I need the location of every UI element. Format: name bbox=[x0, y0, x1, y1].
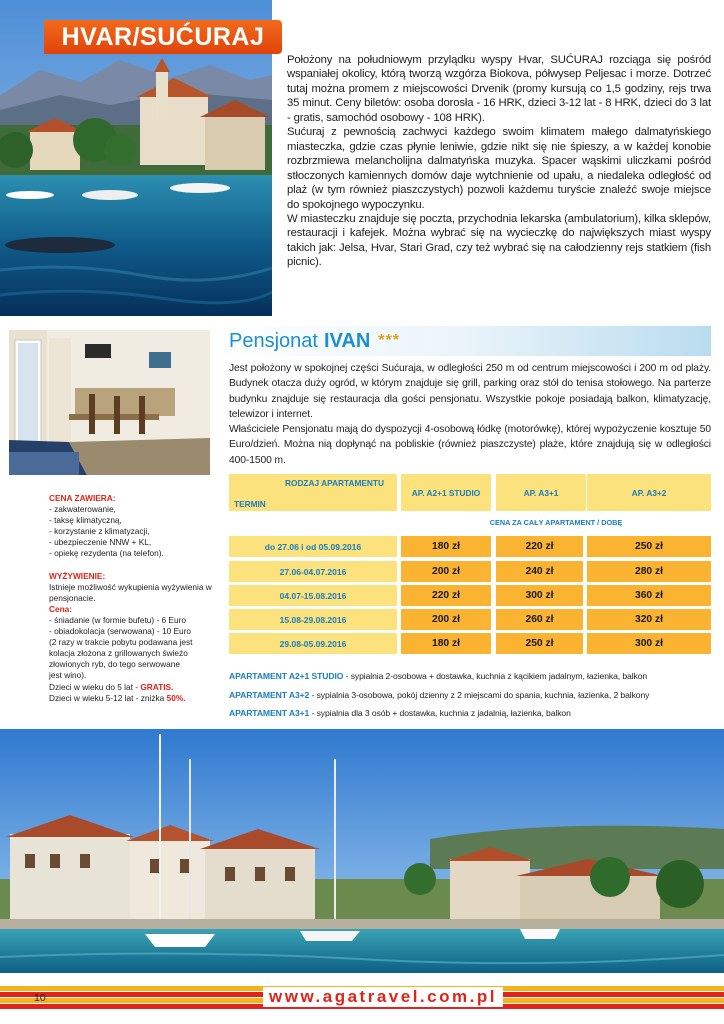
apartment-details: - sypialnia 2-osobowa + dostawka, kuchnia z kącikiem jadalnym, łazienka, balkon bbox=[343, 671, 648, 681]
apartment-description bbox=[229, 667, 714, 686]
children-discount-text: Dzieci w wieku 5-12 lat - zniżka bbox=[49, 692, 167, 703]
price-cell: 260 zł bbox=[496, 609, 583, 630]
termin-label: TERMIN bbox=[234, 499, 266, 509]
rodzaj-label: RODZAJ APARTAMENTU bbox=[285, 478, 384, 488]
apartment-details: - sypialnia dla 3 osób + dostawka, kuchnia z jadalnią, łazienka, balkon bbox=[309, 708, 571, 719]
pensjonat-heading-label: Pensjonat bbox=[229, 329, 318, 352]
term-cell: 15.08-29.08.2016 bbox=[229, 609, 397, 630]
wyzywienie-title: WYŻYWIENIE: bbox=[49, 570, 106, 581]
list-item: - ubezpieczenie NNW + KL, bbox=[49, 537, 152, 548]
intro-text bbox=[287, 53, 711, 270]
apartment-name: APARTAMENT A3+2 bbox=[229, 689, 310, 700]
pensjonat-description bbox=[229, 361, 711, 468]
intro-paragraph: W miasteczku znajduje się poczta, przychodnia lekarska (ambulatorium), kilka sklepów, restauracji i kafejek. Można wybrać się na wycieczkę do największych miast wyspy takich jak: Jelsa, Hvar, Stari Grad, czy też wybrać się na całodzienny rejs statkiem (fish picnic). bbox=[287, 212, 711, 269]
list-item: - korzystanie z klimatyzacji, bbox=[49, 526, 150, 537]
room-interior-photo bbox=[9, 330, 210, 475]
apartment-description bbox=[229, 704, 714, 723]
pensjonat-paragraph: Jest położony w spokojnej części Sućuraja, w odległości 250 m od centrum miejscowości i 200 m od plaży. Budynek otacza duży ogród, w którym znajduje się grill, parking oraz stół do tenisa stołowego. Na parterze budynku znajduje się restauracja dla gości pensjonatu. Wszystkie pokoje posiadają balkon, klimatyzację, telewizor i internet. bbox=[229, 363, 711, 420]
cena-label: Cena: bbox=[49, 603, 73, 614]
price-note: CENA ZA CAŁY APARTAMENT / DOBĘ bbox=[489, 518, 623, 527]
price-cell: 200 zł bbox=[401, 561, 491, 582]
website-link[interactable]: www.agatravel.com.pl bbox=[263, 987, 503, 1007]
intro-paragraph: Położony na południowym przylądku wyspy Hvar, SUĆURAJ rozciąga się pośród wspaniałej okolicy, którą tworzą wzgórza Biokova, półwysep Peljesac i morze. Dotrzeć tutaj można promem z miejscowości Drvenik (promy kursują co 1,5 godziny, rejs trwa 35 minut. Ceny biletów: osoba dorosła - 16 HRK, dzieci 3-12 lat - 8 HRK, dzieci do 3 lat - gratis, samochód osobowy - 108 HRK). bbox=[287, 54, 711, 124]
children-discount bbox=[49, 682, 221, 693]
wyzywienie-text: Istnieje możliwość wykupienia wyżywienia w pensjonacie. bbox=[49, 581, 212, 603]
list-item: kolacja złożona z grillowanych świeżo bbox=[49, 648, 188, 659]
column-header-label: AP. A2+1 STUDIO bbox=[411, 487, 481, 498]
apartment-name: APARTAMENT A3+1 bbox=[229, 708, 310, 719]
children-discount-text: Dzieci w wieku do 5 lat - bbox=[49, 681, 141, 692]
term-cell: 29.08-05.09.2016 bbox=[229, 633, 397, 654]
price-cell: 280 zł bbox=[587, 561, 711, 582]
cena-zawiera-title: CENA ZAWIERA: bbox=[49, 493, 116, 503]
list-item: - zakwaterowanie, bbox=[49, 504, 116, 515]
pensjonat-stars: *** bbox=[378, 332, 400, 349]
children-discount bbox=[49, 693, 221, 704]
term-cell: 27.06-04.07.2016 bbox=[229, 561, 397, 582]
price-cell: 300 zł bbox=[587, 633, 711, 654]
price-cell: 220 zł bbox=[496, 536, 583, 557]
pensjonat-name: IVAN bbox=[323, 329, 371, 352]
column-header bbox=[401, 474, 491, 511]
children-discount-value: GRATIS. bbox=[140, 681, 174, 692]
price-cell: 320 zł bbox=[587, 609, 711, 630]
price-cell: 180 zł bbox=[401, 633, 491, 654]
apartment-details: - sypialnia 3-osobowa, pokój dzienny z 2 miejscami do spania, kuchnia, łazienka, 2 balkony bbox=[309, 689, 650, 700]
price-info-column bbox=[49, 493, 221, 704]
page-number: 10 bbox=[34, 992, 46, 1004]
list-item: (2 razy w trakcie pobytu podawana jest bbox=[49, 637, 193, 648]
children-discount-value: 50%. bbox=[166, 692, 186, 703]
price-cell: 250 zł bbox=[496, 633, 583, 654]
intro-paragraph: Sućuraj z pewnością zachwyci każdego swoim klimatem małego dalmatyńskiego miasteczka, gdzie czas płynie leniwie, gdzie nikt się nie śpieszy, a w każdej konobie rozbrzmiewa melancholijna dalmatyńska muzyka. Spacer wąskimi uliczkami pośród stłoczonych kamiennych domów daje wytchnienie od upału, a niedaleka odległość od plaż (w tym również piaszczystych) pozwoli każdemu turyście znaleźć swoje miejsce do spokojnego wypoczynku. bbox=[287, 126, 711, 211]
list-item: - śniadanie (w formie bufetu) - 6 Euro bbox=[49, 614, 186, 625]
column-header-label: AP. A3+2 bbox=[631, 487, 667, 498]
term-cell: do 27.06 i od 05.09.2016 bbox=[229, 536, 397, 557]
price-cell: 180 zł bbox=[401, 536, 491, 557]
table-row bbox=[229, 633, 711, 654]
price-table bbox=[229, 474, 711, 656]
price-cell: 250 zł bbox=[587, 536, 711, 557]
list-item: - opiekę rezydenta (na telefon). bbox=[49, 548, 164, 559]
column-header bbox=[496, 474, 586, 511]
price-cell: 360 zł bbox=[587, 585, 711, 606]
list-item: - taksę klimatyczną, bbox=[49, 515, 122, 526]
price-cell: 220 zł bbox=[401, 585, 491, 606]
list-item: złowionych ryb, do tego serwowane bbox=[49, 659, 180, 670]
harbor-panorama-photo bbox=[0, 729, 724, 973]
footer bbox=[0, 978, 724, 1024]
page-title: HVAR/SUĆURAJ bbox=[61, 22, 265, 51]
table-row bbox=[229, 536, 711, 557]
table-row bbox=[229, 585, 711, 606]
title-banner bbox=[44, 20, 282, 54]
pensjonat-paragraph: Właściciele Pensjonatu mają do dyspozycji 4-osobową łódkę (motorówkę), której wypożyczenie kosztuje 50 Euro/dzień. Można nią dopłynąć na pobliskie (również piaszczyste) plaże, które znajdują się w odległości 400-1500 m. bbox=[229, 424, 711, 466]
apartment-description bbox=[229, 686, 714, 705]
column-header-label: AP. A3+1 bbox=[523, 487, 559, 498]
list-item: jest wino). bbox=[49, 670, 87, 681]
apartment-name: APARTAMENT A2+1 STUDIO bbox=[229, 671, 344, 681]
apartment-descriptions bbox=[229, 667, 714, 723]
pensjonat-heading bbox=[213, 326, 711, 356]
price-cell: 300 zł bbox=[496, 585, 583, 606]
table-header-corner bbox=[229, 474, 397, 511]
price-cell: 200 zł bbox=[401, 609, 491, 630]
table-row bbox=[229, 609, 711, 630]
price-cell: 240 zł bbox=[496, 561, 583, 582]
list-item: - obiadokolacja (serwowana) - 10 Euro bbox=[49, 626, 192, 637]
column-header bbox=[587, 474, 711, 511]
table-row bbox=[229, 561, 711, 582]
term-cell: 04.07-15.08.2016 bbox=[229, 585, 397, 606]
